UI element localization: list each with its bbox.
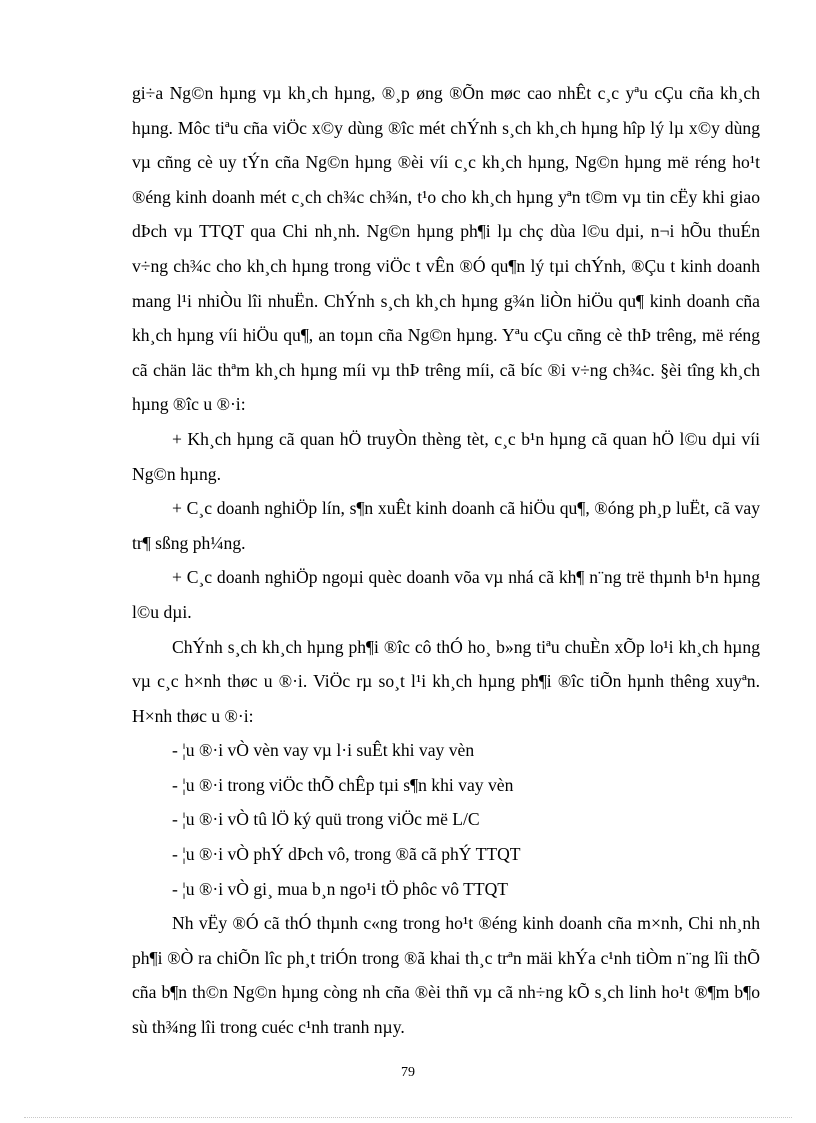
list-item: - ¦u ®·i vÒ vèn vay vµ l·i suÊt khi vay vèn	[172, 740, 475, 761]
list-item: - ¦u ®·i vÒ tû lÖ ký quü trong viÖc më L/C	[172, 809, 480, 830]
page-number: 79	[401, 1065, 415, 1080]
paragraph-criteria-1: + Kh¸ch hµng cã quan hÖ truyÒn thèng tèt, c¸c b¹n hµng cã quan hÖ l©u dµi víi Ng©n hµng.	[132, 428, 760, 484]
paragraph-conclusion: Nh vËy ®Ó cã thÓ thµnh c«ng trong ho¹t ®éng kinh doanh cña m×nh, Chi nh¸nh ph¶i ®Ò ra chiÕn lîc ph¸t triÓn trong ®ã khai th¸c trªn mäi khÝa c¹nh tiÒm n¨ng lîi thÕ cña b¶n th©n Ng©n hµng còng nh cña ®èi thñ vµ cã nh÷ng kÕ s¸ch linh ho¹t ®¶m b¶o sù th¾ng lîi trong cuéc c¹nh tranh nµy.	[132, 913, 760, 1038]
page-divider	[24, 1117, 792, 1118]
body-text	[132, 76, 760, 1045]
paragraph-policy: ChÝnh s¸ch kh¸ch hµng ph¶i ®îc cô thÓ ho¸ b»ng tiªu chuÈn xÕp lo¹i kh¸ch hµng vµ c¸c h×nh thøc u ®·i. ViÖc rµ so¸t l¹i kh¸ch hµng ph¶i ®îc tiÕn hµnh thêng xuyªn. H×nh thøc u ®·i:	[132, 636, 760, 726]
paragraph-criteria-3: + C¸c doanh nghiÖp ngoµi quèc doanh võa vµ nhá cã kh¶ n¨ng trë thµnh b¹n hµng l©u dµi.	[132, 567, 760, 622]
paragraph-continuation: gi÷a Ng©n hµng vµ kh¸ch hµng, ®¸p øng ®Õn møc cao nhÊt c¸c yªu cÇu cña kh¸ch hµng. Môc tiªu cña viÖc x©y dùng ®îc mét chÝnh s¸ch kh¸ch hµng hîp lý lµ x©y dùng vµ cñng cè uy tÝn cña Ng©n hµng ®èi víi c¸c kh¸ch hµng, Ng©n hµng më réng ho¹t ®éng kinh doanh mét c¸ch ch¾c ch¾n, t¹o cho kh¸ch hµng yªn t©m vµ tin cËy khi giao dÞch vµ TTQT qua Chi nh¸nh. Ng©n hµng ph¶i lµ chç dùa l©u dµi, n¬i hÕu thuÉn v÷ng ch¾c cho kh¸ch hµng trong viÖc t vÊn ®Ó qu¶n lý tµi chÝnh, ®Çu t kinh doanh mang l¹i nhiÒu lîi nhuËn. ChÝnh s¸ch kh¸ch hµng g¾n liÒn hiÖu qu¶ kinh doanh cña kh¸ch hµng víi hiÖu qu¶, an toµn cña Ng©n hµng. Yªu cÇu cñng cè thÞ trêng, më réng cã chän läc thªm kh¸ch hµng míi vµ thÞ trêng míi, cã bíc ®i v÷ng ch¾c. §èi tîng kh¸ch hµng ®îc u ®·i:	[132, 83, 760, 415]
list-item: - ¦u ®·i vÒ gi¸ mua b¸n ngo¹i tÖ phôc vô TTQT	[172, 878, 509, 899]
list-item: - ¦u ®·i vÒ phÝ dÞch vô, trong ®ã cã phÝ TTQT	[172, 844, 521, 865]
list-item: - ¦u ®·i trong viÖc thÕ chÊp tµi s¶n khi vay vèn	[172, 774, 514, 795]
paragraph-criteria-2: + C¸c doanh nghiÖp lín, s¶n xuÊt kinh doanh cã hiÖu qu¶, ®óng ph¸p luËt, cã vay tr¶ sßng ph¼ng.	[132, 498, 760, 553]
